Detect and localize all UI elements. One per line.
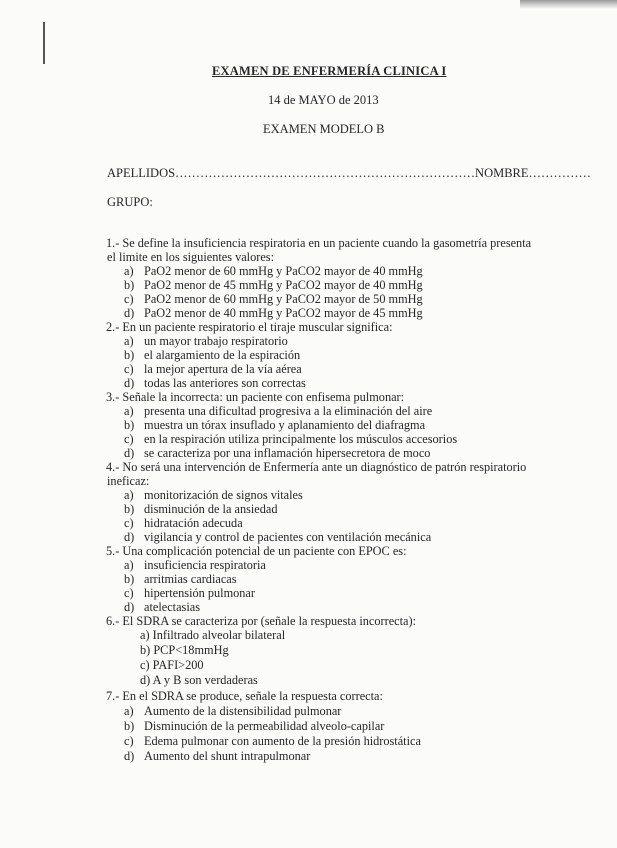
question-7: 7.- En el SDRA se produce, señale la respuesta correcta: <box>106 689 383 703</box>
q2-option-d: d) todas las anteriores son correctas <box>124 376 306 390</box>
exam-title: EXAMEN DE ENFERMERÍA CLINICA I <box>212 64 447 78</box>
q1-option-a: a) PaO2 menor de 60 mmHg y PaCO2 mayor de 40 mmHg <box>124 264 423 278</box>
question-6: 6.- El SDRA se caracteriza por (señale la respuesta incorrecta): <box>106 614 417 628</box>
exam-date: 14 de MAYO de 2013 <box>268 93 379 107</box>
q3-option-b: b) muestra un tórax insuflado y aplanamiento del diafragma <box>124 418 426 432</box>
q2-option-b: b) el alargamiento de la espiración <box>124 348 301 362</box>
question-4-line-1: 4.- No será una intervención de Enfermería ante un diagnóstico de patrón respiratorio <box>106 460 527 474</box>
q1-option-d: d) PaO2 menor de 40 mmHg y PaCO2 mayor de 45 mmHg <box>124 306 423 320</box>
q2-option-c: c) la mejor apertura de la vía aérea <box>124 362 302 376</box>
q5-option-b: b) arritmias cardiacas <box>124 572 237 586</box>
q4-option-d: d) vigilancia y control de pacientes con ventilación mecánica <box>124 530 432 544</box>
q3-option-a: a) presenta una dificultad progresiva a la eliminación del aire <box>124 404 433 418</box>
q6-option-d: d) A y B son verdaderas <box>140 673 258 687</box>
q4-option-a: a) monitorización de signos vitales <box>124 488 303 502</box>
question-4-line-2: ineficaz: <box>107 474 150 488</box>
q3-option-d: d) se caracteriza por una inflamación hipersecretora de moco <box>124 446 431 460</box>
question-5: 5.- Una complicación potencial de un paciente con EPOC es: <box>106 544 407 558</box>
q5-option-d: d) atelectasias <box>124 600 200 614</box>
question-2: 2.- En un paciente respiratorio el tiraje muscular significa: <box>106 320 393 334</box>
q3-option-c: c) en la respiración utiliza principalmente los músculos accesorios <box>124 432 458 446</box>
question-3: 3.- Señale la incorrecta: un paciente con enfisema pulmonar: <box>106 390 405 404</box>
grupo-field: GRUPO: <box>107 195 153 209</box>
q7-option-d: d) Aumento del shunt intrapulmonar <box>124 749 311 763</box>
q7-option-a: a) Aumento de la distensibilidad pulmonar <box>124 704 342 718</box>
q6-option-c: c) PAFI>200 <box>140 658 204 672</box>
q4-option-c: c) hidratación adecuda <box>124 516 243 530</box>
scan-edge <box>520 0 617 9</box>
scan-mark <box>43 22 45 64</box>
q7-option-c: c) Edema pulmonar con aumento de la presión hidrostática <box>124 734 421 748</box>
exam-model: EXAMEN MODELO B <box>263 122 385 136</box>
question-1-line-1: 1.- Se define la insuficiencia respiratoria en un paciente cuando la gasometría presenta <box>106 236 532 250</box>
q4-option-b: b) disminución de la ansiedad <box>124 502 278 516</box>
q5-option-c: c) hipertensión pulmonar <box>124 586 255 600</box>
question-1-line-2: el limite en los siguientes valores: <box>107 250 274 264</box>
q2-option-a: a) un mayor trabajo respiratorio <box>124 334 288 348</box>
q6-option-b: b) PCP<18mmHg <box>140 643 229 657</box>
apellidos-nombre-field: APELLIDOS………………………………………………………………NOMBRE…………… <box>107 166 592 180</box>
q1-option-c: c) PaO2 menor de 60 mmHg y PaCO2 mayor de 50 mmHg <box>124 292 423 306</box>
q5-option-a: a) insuficiencia respiratoria <box>124 558 266 572</box>
q7-option-b: b) Disminución de la permeabilidad alveolo-capilar <box>124 719 385 733</box>
q1-option-b: b) PaO2 menor de 45 mmHg y PaCO2 mayor de 40 mmHg <box>124 278 423 292</box>
q6-option-a: a) Infiltrado alveolar bilateral <box>140 628 286 642</box>
